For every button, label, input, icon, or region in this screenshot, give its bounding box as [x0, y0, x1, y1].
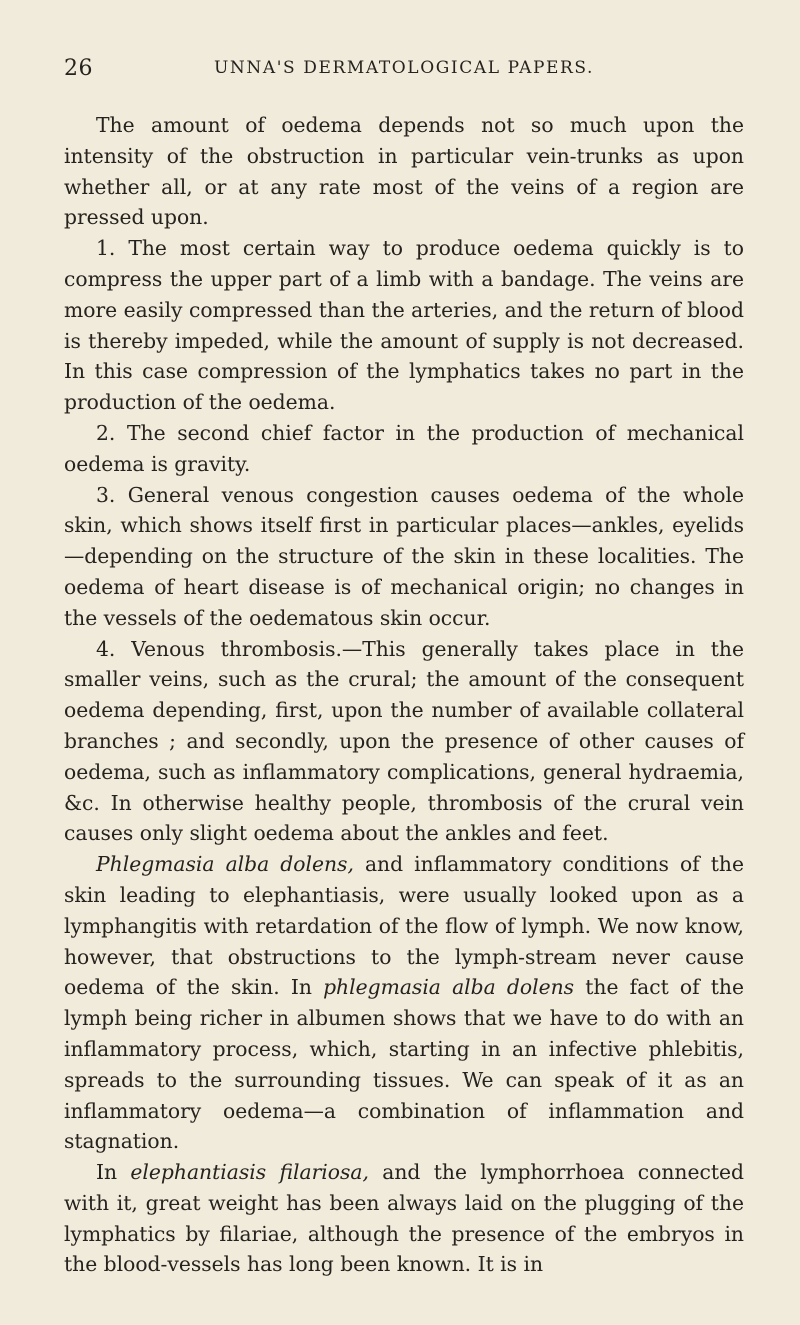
- italic-elephantiasis: elephantiasis filariosa,: [130, 1160, 369, 1185]
- italic-phlegmasia-lead: Phlegmasia alba dolens,: [96, 852, 354, 877]
- page-number: 26: [64, 56, 93, 81]
- paragraph-phlegmasia-alba-dolens: [64, 849, 744, 1157]
- paragraph-elephantiasis-lead: In: [96, 1160, 131, 1185]
- paragraph-point-1-bandage: 1. The most certain way to produce oedema quickly is to compress the upper part of a limb with a bandage. The veins are more easily compressed than the arteries, and the return of blood is thereby impeded, while the amount of supply is not decreased. In this case compression of the lymphatics takes no part in the production of the oedema.: [64, 236, 744, 415]
- paragraph-point-3-venous-congestion: 3. General venous congestion causes oedema of the whole skin, which shows itself first in particular places—ankles, eyelids—depending on the structure of the skin in these localities. The oedema of heart disease is of mechanical origin; no changes in the vessels of the oedematous skin occur.: [64, 482, 744, 630]
- paragraph-point-2-gravity: 2. The second chief factor in the production of mechanical oedema is gravity.: [64, 420, 744, 476]
- paragraph-point-4-venous-thrombosis: 4. Venous thrombosis.—This generally takes place in the smaller veins, such as the crural; the amount of the consequent oedema depending, first, upon the number of available collateral branches ; and secondly, upon the presence of other causes of oedema, such as inflammatory complications, general hydraemia, &c. In otherwise healthy people, thrombosis of the crural vein causes only slight oedema about the ankles and feet.: [64, 636, 744, 846]
- paragraph-oedema-intro: The amount of oedema depends not so much upon the intensity of the obstruction in particular vein-trunks as upon whether all, or at any rate most of the veins of a region are pressed upon.: [64, 113, 744, 230]
- body-text: [64, 110, 744, 1280]
- italic-phlegmasia-mid: phlegmasia alba dolens: [323, 975, 575, 1000]
- paragraph-elephantiasis-filariosa: [64, 1157, 744, 1280]
- paragraph-phlegmasia-text-b: the fact of the lymph being richer in albumen shows that we have to do with an inflammatory process, which, starting in an infective phlebitis, spreads to the surrounding tissues. We can speak of it as an inflammatory oedema—a combination of inflammation and stagnation.: [64, 975, 745, 1154]
- paragraph-elephantiasis-text: and the lymphorrhoea connected with it, great weight has been always laid on the plugging of the lymphatics by filariae, although the presence of the embryos in the blood-vessels has long been known. It is in: [64, 1160, 744, 1277]
- running-head: UNNA'S DERMATOLOGICAL PAPERS.: [213, 58, 595, 78]
- paragraph-phlegmasia-text-a: and inflammatory conditions of the skin leading to elephantiasis, were usually looked upon as a lymphangitis with retardation of the flow of lymph. We now know, however, that obstructions to the lymph-stream never cause oedema of the skin. In: [64, 852, 744, 1000]
